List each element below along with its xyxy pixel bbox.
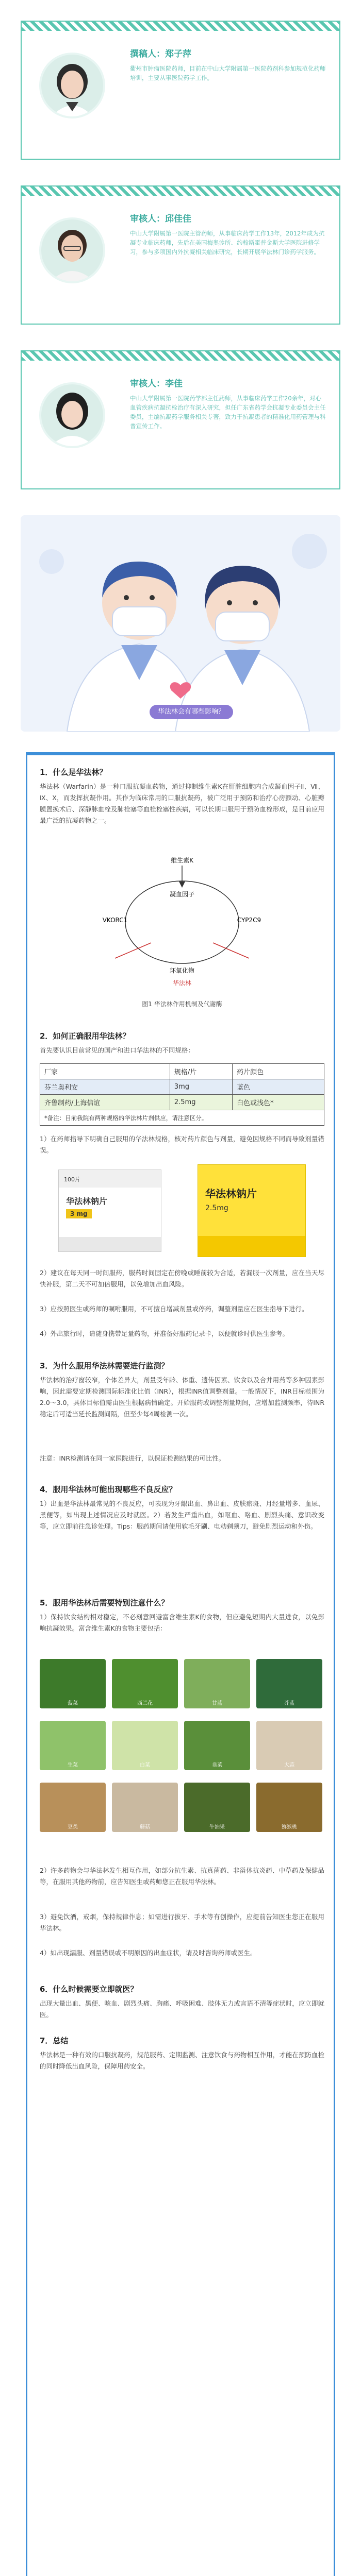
avatar	[39, 217, 105, 283]
diagram-node: 凝血因子	[169, 891, 195, 898]
section-title: 1．什么是华法林？	[40, 768, 107, 777]
food-photo	[256, 1783, 322, 1832]
card-stripe	[22, 187, 339, 196]
diagram-node: 环氧化物	[169, 967, 195, 974]
section-title: 7．总结	[40, 2036, 69, 2045]
box-dose: 2.5mg	[205, 1204, 228, 1212]
table-header-row	[40, 1064, 324, 1079]
food-label: 甘蓝	[212, 1701, 222, 1706]
paragraph: 4）外出旅行时，请随身携带足量药物，并准备好服药记录卡，以便就诊时供医生参考。	[40, 1330, 289, 1337]
table-cell: 芬兰奥利安	[40, 1079, 170, 1095]
reviewer-bio: 衢州市肿瘤医院药师，目前在中山大学附属第一医院药剂科参加规范化药师培训，主要从事医院药学工作。	[130, 65, 326, 81]
food-photo	[112, 1721, 178, 1770]
food-photo	[112, 1659, 178, 1708]
paragraph: 4）如出现漏服、剂量错误或不明原因的出血症状，请及时咨询药师或医生。	[40, 1949, 257, 1957]
paragraph: 华法林的治疗窗较窄，个体差异大，剂量受年龄、体重、遗传因素、饮食以及合并用药等多种因素影响，因此需要定期检测国际标准化比值（INR），根据INR值调整剂量。一般情况下，INR目标范围为2.0～3.0，具体目标值需由医生根据病情确定。开始服药或调整剂量期间，应增加监测频率，待INR稳定后可适当延长监测间隔，但至少每4周检测一次。	[40, 1376, 324, 1418]
reviewer-bio: 中山大学附属第一医院主管药师，从事临床药学工作13年，2012年成为抗凝专业临床药师，先后在美国梅奥诊所、约翰斯霍普金斯大学医院进修学习，参与多项国内外抗凝相关临床研究，长期开展华法林门诊药学服务。	[130, 230, 325, 256]
food-photo	[40, 1721, 106, 1770]
card-stripe	[22, 351, 339, 361]
food-photo	[184, 1659, 250, 1708]
food-label: 韭菜	[212, 1762, 222, 1768]
reviewer-role: 审核人：李佳	[130, 379, 183, 389]
diagram-node: 维生素K	[171, 857, 193, 864]
reviewer-card	[21, 350, 340, 489]
portrait-icon	[41, 219, 103, 281]
table-row	[40, 1110, 324, 1126]
reviewer-card	[21, 185, 340, 325]
paragraph: 1）在药师指导下明确自己服用的华法林规格，核对药片颜色与剂量，避免因规格不同而导致剂量错误。	[40, 1135, 324, 1154]
food-label: 白菜	[140, 1762, 150, 1768]
table-header: 药片颜色	[233, 1064, 324, 1079]
table-row	[40, 1095, 324, 1110]
paragraph: 3）避免饮酒，戒烟，保持规律作息；如需进行拔牙、手术等有创操作，应提前告知医生您正在服用华法林。	[40, 1913, 324, 1932]
avatar	[39, 382, 105, 448]
food-label: 蘑菇	[140, 1824, 150, 1830]
table-cell: 3mg	[170, 1079, 232, 1095]
dose-table	[40, 1063, 324, 1126]
box-count: 100片	[59, 1170, 161, 1188]
food-photo	[112, 1783, 178, 1832]
food-photo	[40, 1659, 106, 1708]
food-photo	[256, 1659, 322, 1708]
section-title: 6．什么时候需要立即就医？	[40, 1985, 138, 1994]
portrait-icon	[41, 384, 103, 446]
reviewer-role: 撰稿人：郑子萍	[130, 49, 191, 59]
diagram-node: 华法林	[172, 979, 192, 987]
food-label: 牛油果	[209, 1824, 225, 1830]
box-label: 华法林钠片	[205, 1188, 257, 1200]
food-photo	[256, 1721, 322, 1770]
card-stripe	[22, 22, 339, 31]
paragraph: 2）许多药物会与华法林发生相互作用，如部分抗生素、抗真菌药、非甾体抗炎药、中草药及保健品等，在服用其他药物前，应告知医生或药师您正在服用华法林。	[40, 1867, 324, 1886]
doctors-illustration	[21, 515, 340, 732]
table-cell: 2.5mg	[170, 1095, 232, 1110]
table-row	[40, 1079, 324, 1095]
hero-title-pill: 华法林会有哪些影响？	[150, 705, 233, 719]
food-photo	[184, 1721, 250, 1770]
section-title: 3．为什么服用华法林需要进行监测？	[40, 1361, 169, 1370]
mechanism-diagram	[94, 855, 270, 989]
food-label: 菠菜	[68, 1701, 78, 1706]
figure-caption: 图1 华法林作用机制及代谢酶	[142, 1001, 222, 1008]
section-title: 2．如何正确服用华法林？	[40, 1031, 130, 1041]
paragraph: 华法林是一种有效的口服抗凝药，规范服药、定期监测、注意饮食与药物相互作用，才能在预防血栓的同时降低出血风险，保障用药安全。	[40, 2051, 324, 2070]
food-label: 豆类	[68, 1824, 78, 1830]
reviewer-bio: 中山大学附属第一医院药学部主任药师，从事临床药学工作20余年，对心血管疾病抗凝抗栓治疗有深入研究，担任广东省药学会抗凝专业委员会主任委员，主编抗凝药学服务相关专著，致力于抗凝患者的精准化用药管理与科普宣传工作。	[130, 395, 326, 430]
diagram-node: CYP2C9	[237, 917, 261, 924]
paragraph: 3）应按照医生或药师的嘱咐服用，不可擅自增减剂量或停药，调整剂量应在医生指导下进行。	[40, 1305, 308, 1313]
diagram-node: VKORC1	[102, 917, 128, 924]
table-note: *备注：目前我院有两种规格的华法林片剂供应，请注意区分。	[40, 1110, 324, 1126]
food-photo	[184, 1783, 250, 1832]
table-header: 厂家	[40, 1064, 170, 1079]
section-title: 5．服用华法林后需要特别注意什么？	[40, 1598, 169, 1607]
food-label: 大蒜	[284, 1762, 294, 1768]
food-photo	[40, 1783, 106, 1832]
medicine-box-photo	[198, 1164, 306, 1257]
paragraph: 出现大量出血、黑便、咳血、剧烈头痛、胸痛、呼吸困难、肢体无力或言语不清等症状时，应立即就医。	[40, 1999, 324, 2019]
reviewer-role: 审核人：邱佳佳	[130, 214, 191, 224]
food-label: 生菜	[68, 1762, 78, 1768]
hero-illustration	[21, 515, 340, 732]
medicine-box-photo	[58, 1170, 161, 1252]
box-dose: 3 mg	[66, 1209, 92, 1218]
paragraph: 2）建议在每天同一时间服药，服药时间固定在傍晚或睡前较为合适，若漏服一次剂量，应在当天尽快补服，第二天不可加倍服用，以免增加出血风险。	[40, 1269, 324, 1288]
food-label: 猕猴桃	[282, 1824, 297, 1830]
paragraph: 首先要认识目前常见的国产和进口华法林的不同规格：	[40, 1046, 195, 1054]
box-label: 华法林钠片	[66, 1196, 108, 1206]
section-title: 4．服用华法林可能出现哪些不良反应？	[40, 1485, 177, 1494]
article-body	[26, 752, 335, 2576]
paragraph: 1）出血是华法林最常见的不良反应，可表现为牙龈出血、鼻出血、皮肤瘀斑、月经量增多、血尿、黑便等，如出现上述情况应及时就医。2）若发生严重出血，如呕血、咯血、剧烈头痛、意识改变等，应立即前往急诊处理。Tips：服药期间请使用软毛牙刷、电动剃须刀，避免剧烈运动和外伤。	[40, 1500, 324, 1530]
paragraph: 华法林（Warfarin）是一种口服抗凝血药物，通过抑制维生素K在肝脏细胞内合成凝血因子Ⅱ、Ⅶ、Ⅸ、Ⅹ，而发挥抗凝作用。其作为临床常用的口服抗凝药，被广泛用于预防和治疗心房颤动、心脏瓣膜置换术后、深静脉血栓及肺栓塞等血栓栓塞性疾病，可以长期口服用于预防血栓形成，是目前应用最广泛的抗凝药物之一。	[40, 783, 324, 824]
food-label: 芥蓝	[284, 1701, 294, 1706]
reviewer-card	[21, 21, 340, 160]
table-cell: 蓝色	[233, 1079, 324, 1095]
food-label: 西兰花	[137, 1701, 153, 1706]
paragraph: 1）保持饮食结构相对稳定，不必刻意回避富含维生素K的食物，但应避免短期内大量进食，以免影响抗凝效果。富含维生素K的食物主要包括：	[40, 1613, 324, 1632]
table-cell: 白色或浅色*	[233, 1095, 324, 1110]
avatar	[39, 53, 105, 118]
table-cell: 齐鲁制药/上海信谊	[40, 1095, 170, 1110]
table-header: 规格/片	[170, 1064, 232, 1079]
paragraph: 注意：INR检测请在同一家医院进行，以保证检测结果的可比性。	[40, 1454, 225, 1462]
portrait-icon	[41, 55, 103, 116]
